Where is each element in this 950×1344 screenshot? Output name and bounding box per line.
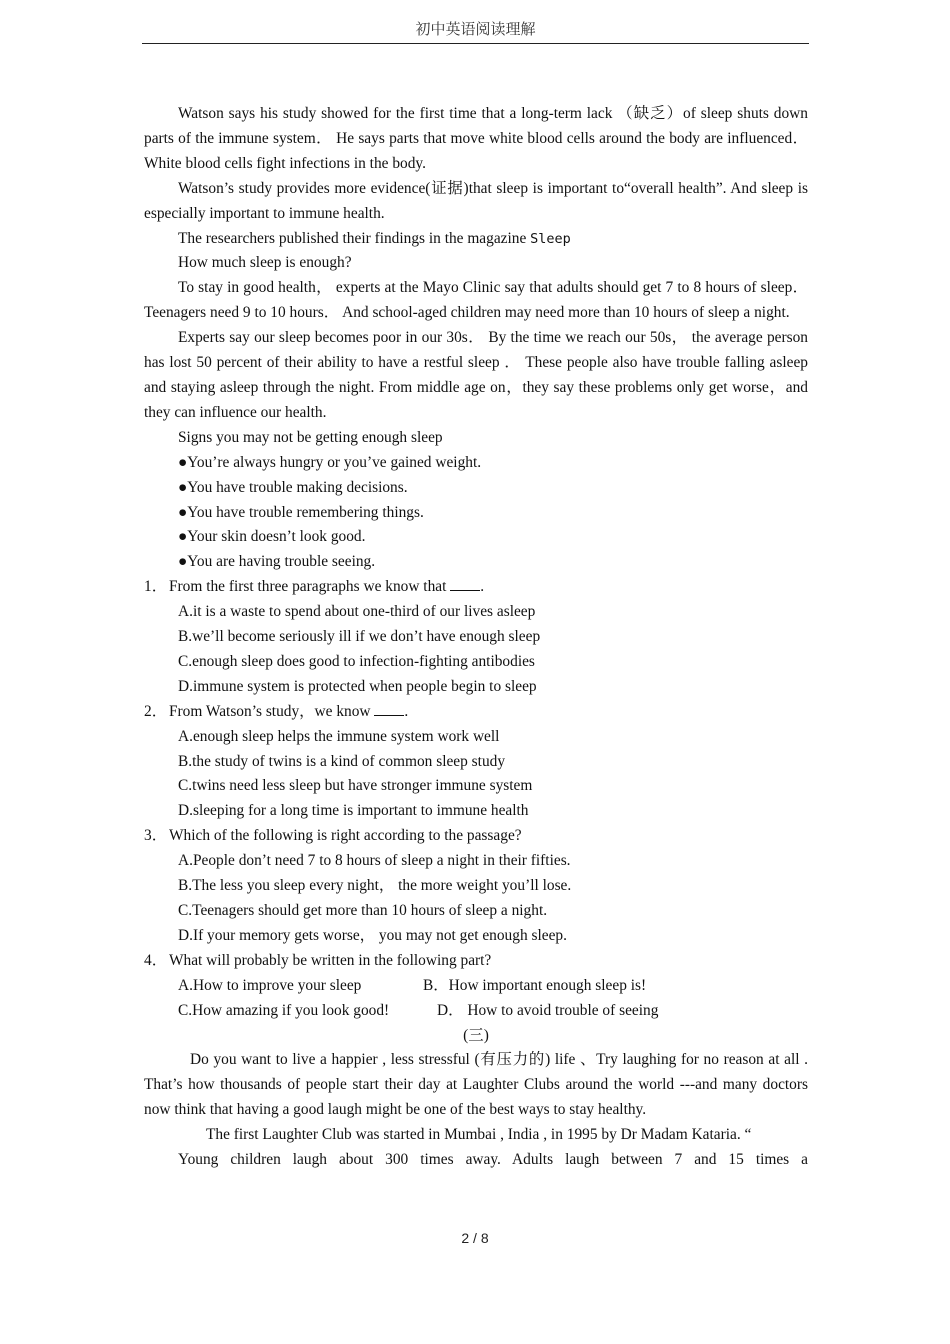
list-item: ●You have trouble remembering things.: [178, 503, 424, 521]
question-stem: Which of the following is right according to the passage?: [169, 827, 522, 845]
paragraph: To stay in good health， experts at the Mayo Clinic say that adults should get 7 to 8 hours of sleep． Teenagers need 9 to 10 hours． And school-aged children may need more than 10 hours of sleep a night.: [144, 279, 808, 322]
list-item: ●Your skin doesn’t look good.: [178, 528, 366, 546]
option: D． How to avoid trouble of seeing: [437, 1001, 659, 1019]
section-heading: (三): [463, 1026, 489, 1044]
question-stem: From the first three paragraphs we know that: [169, 578, 447, 596]
question-stem: From Watson’s study，we know: [169, 702, 371, 720]
page-header: 初中英语阅读理解: [142, 18, 809, 44]
option: A.it is a waste to spend about one-third of our lives asleep: [178, 603, 536, 621]
subheading: How much sleep is enough?: [178, 254, 352, 272]
paragraph: Watson says his study showed for the first time that a long-term lack （缺乏）of sleep shuts down parts of the immune system． He says parts that move white blood cells around the body are influenced． White blood cells fight infections in the body.: [144, 105, 808, 172]
paragraph: Young children laugh about 300 times away. Adults laugh between 7 and 15 times a: [178, 1151, 808, 1169]
option: B.we’ll become seriously ill if we don’t have enough sleep: [178, 628, 541, 646]
list-item: ●You are having trouble seeing.: [178, 553, 376, 571]
page-number: 2 / 8: [461, 1230, 489, 1246]
magazine-name: Sleep: [530, 230, 571, 247]
paragraph-text: The researchers published their findings in the magazine: [178, 229, 531, 247]
question-number: 1．: [144, 578, 168, 596]
answer-blank: [450, 578, 480, 591]
question-number: 4．: [144, 951, 168, 969]
question-4: [144, 949, 808, 974]
question-end: .: [480, 578, 485, 596]
question-end: .: [404, 702, 409, 720]
option: D.immune system is protected when people begin to sleep: [178, 677, 537, 695]
option: D.sleeping for a long time is important to immune health: [178, 802, 529, 820]
question-2: [144, 700, 808, 725]
list-item: ●You’re always hungry or you’ve gained weight.: [178, 453, 482, 471]
paragraph: Watson’s study provides more evidence(证据)that sleep is important to“overall health”. And sleep is especially important to immune health.: [144, 179, 808, 222]
option: B.The less you sleep every night， the more weight you’ll lose.: [178, 877, 572, 895]
subheading: Signs you may not be getting enough sleep: [178, 428, 443, 446]
list-item: ●You have trouble making decisions.: [178, 478, 408, 496]
option-row: [144, 974, 808, 999]
option: C.How amazing if you look good!: [178, 1001, 390, 1019]
question-number: 2．: [144, 702, 168, 720]
option: B．How important enough sleep is!: [423, 976, 647, 994]
option: C.Teenagers should get more than 10 hours of sleep a night.: [178, 902, 548, 919]
paragraph: Do you want to live a happier , less stressful (有压力的) life 、Try laughing for no reason at all . That’s how thousands of people start their day at Laughter Clubs around the world ---and many doctors now think that having a good laugh might be one of the best ways to stay healthy.: [144, 1051, 808, 1119]
question-stem: What will probably be written in the following part?: [169, 951, 492, 969]
paragraph: The first Laughter Club was started in Mumbai , India , in 1995 by Dr Madam Kataria. “: [206, 1126, 752, 1144]
question-number: 3．: [144, 827, 168, 845]
option: A.enough sleep helps the immune system work well: [178, 727, 500, 745]
option: C.twins need less sleep but have stronger immune system: [178, 777, 533, 795]
option-row: [144, 999, 808, 1024]
option: D.If your memory gets worse， you may not get enough sleep.: [178, 926, 567, 944]
option: A.How to improve your sleep: [178, 976, 362, 994]
question-3: [144, 824, 808, 849]
option: A.People don’t need 7 to 8 hours of sleep a night in their fifties.: [178, 852, 571, 870]
document-body: [144, 102, 808, 1173]
question-1: [144, 575, 808, 600]
paragraph: Experts say our sleep becomes poor in our 30s． By the time we reach our 50s， the average person has lost 50 percent of their ability to have a restful sleep ． These people also have trouble falling asleep and staying asleep through the night. From middle age on，they say these problems only get worse，and they can influence our health.: [144, 329, 808, 421]
option: B.the study of twins is a kind of common sleep study: [178, 752, 506, 770]
paragraph: [144, 227, 808, 252]
answer-blank: [374, 703, 404, 716]
option: C.enough sleep does good to infection-fighting antibodies: [178, 652, 535, 670]
